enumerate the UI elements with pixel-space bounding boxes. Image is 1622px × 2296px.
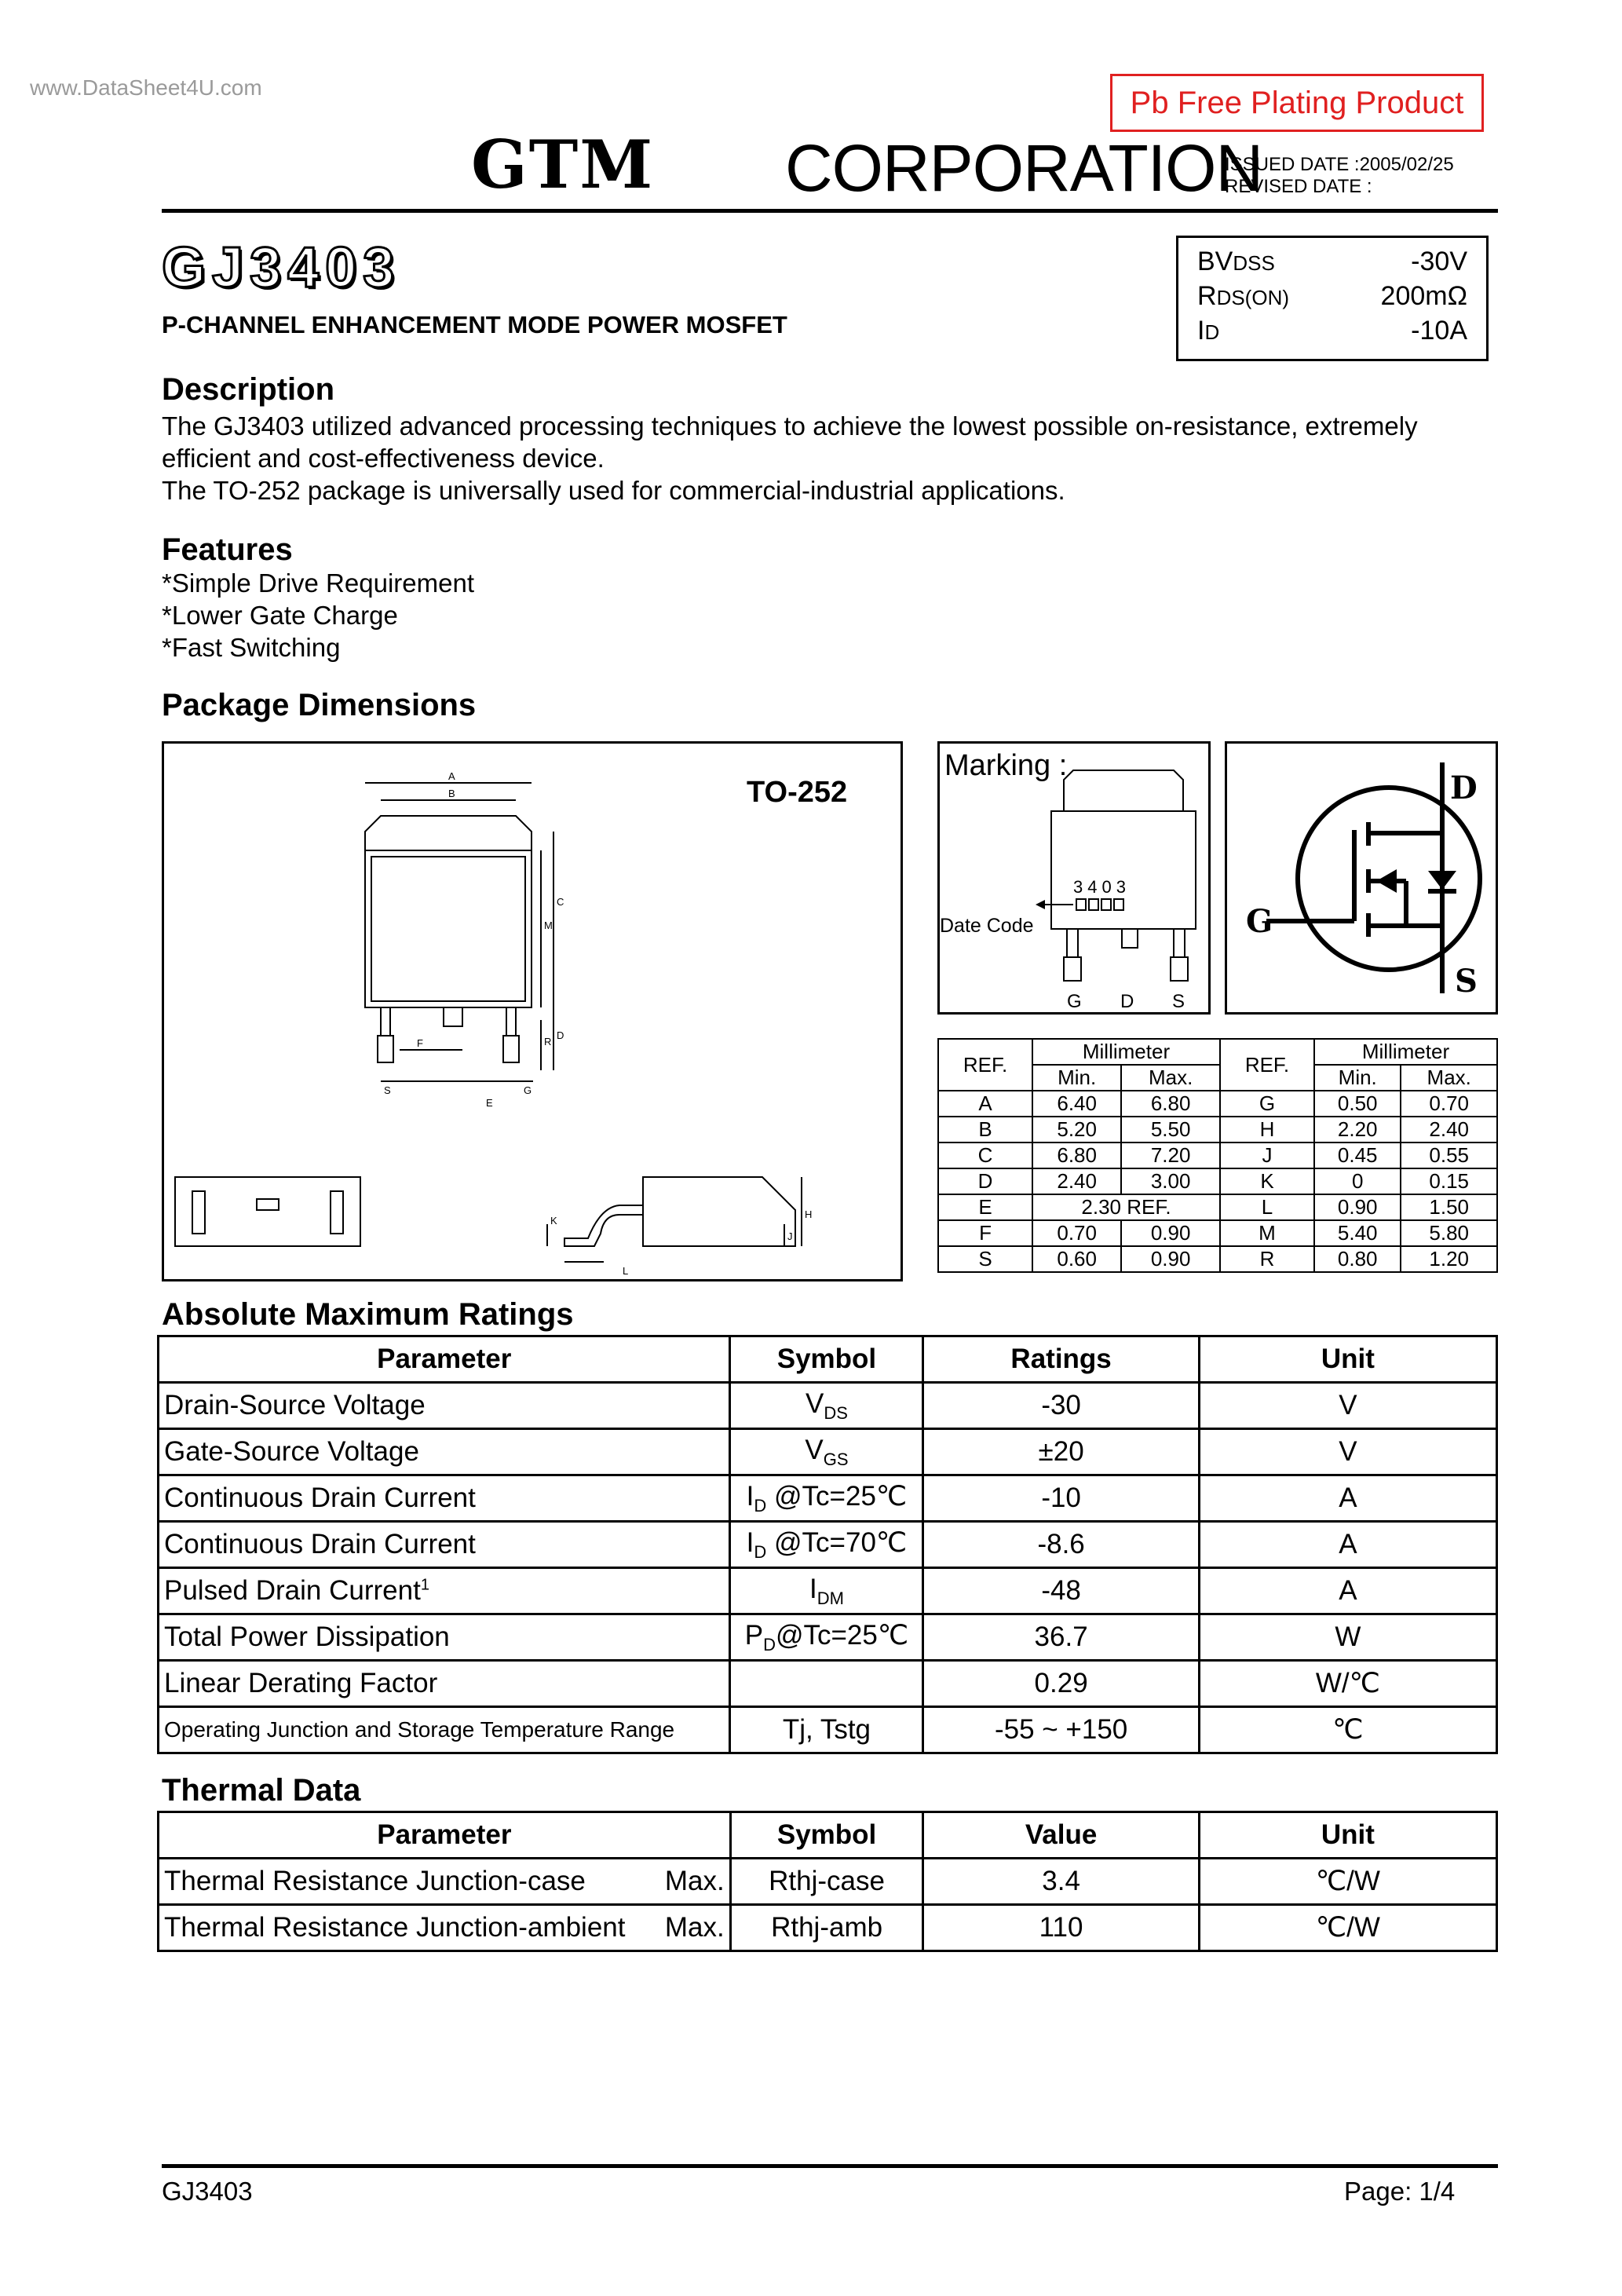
dim-label-g: G xyxy=(524,1084,532,1096)
package-name: TO-252 xyxy=(747,776,848,809)
table-row: A 6.40 6.80 G 0.50 0.70 xyxy=(938,1091,1497,1117)
marking-diagram xyxy=(937,741,1211,1015)
table-row: Thermal Resistance Junction-case Max. Rthj-case 3.4 ℃/W xyxy=(159,1859,1497,1905)
date-code-label: Date Code xyxy=(940,915,1034,937)
pin-label-d: D xyxy=(1120,991,1134,1012)
issue-dates xyxy=(1225,154,1454,198)
header-rule xyxy=(162,209,1498,213)
dim-label-b: B xyxy=(448,788,455,799)
dim-label-f: F xyxy=(417,1037,423,1049)
device-subtitle: P-CHANNEL ENHANCEMENT MODE POWER MOSFET xyxy=(162,311,787,338)
dim-label-d: D xyxy=(557,1029,564,1041)
table-row: F 0.70 0.90 M 5.40 5.80 xyxy=(938,1220,1497,1246)
watermark: www.DataSheet4U.com xyxy=(30,75,262,100)
dim-label-e: E xyxy=(486,1097,493,1109)
feature-item: *Simple Drive Requirement xyxy=(162,569,474,598)
dim-label-s: S xyxy=(384,1084,391,1096)
dim-label-c: C xyxy=(557,896,564,908)
table-row: Continuous Drain Current $I_D$ @Tc=70℃ -8.6 A xyxy=(159,1522,1497,1568)
dim-label-r: R xyxy=(544,1036,552,1047)
package-drawing xyxy=(162,741,903,1281)
brand-logo: GTM xyxy=(471,126,655,203)
features-list xyxy=(162,567,474,664)
revised-date: REVISED DATE : xyxy=(1225,176,1372,197)
footer-part: GJ3403 xyxy=(162,2177,253,2206)
part-number: GJ3403 xyxy=(162,236,401,299)
abs-max-heading: Absolute Maximum Ratings xyxy=(162,1297,574,1332)
table-row: Total Power Dissipation $P_D@Tc=25℃$ 36.7 W xyxy=(159,1614,1497,1661)
table-row: D 2.40 3.00 K 0 0.15 xyxy=(938,1168,1497,1194)
thermal-table: Parameter Symbol Value Unit Thermal Resistance Junction-case Max. Rthj-case 3.4 ℃/W Thermal Resistance Junction-ambient Max. Rthj-amb 110 ℃/W xyxy=(157,1811,1498,1952)
table-row: Gate-Source Voltage $V_{GS}$ ±20 V xyxy=(159,1429,1497,1475)
package-heading: Package Dimensions xyxy=(162,688,477,722)
description-text: The GJ3403 utilized advanced processing techniques to achieve the lowest possible on-resistance, extremely efficient and cost-effectiveness device. The TO-252 package is universally used for commercial-industrial applications. xyxy=(162,411,1418,505)
dim-label-m: M xyxy=(544,919,553,931)
features-heading: Features xyxy=(162,532,293,567)
footer-rule xyxy=(162,2164,1498,2168)
drain-label: D xyxy=(1450,770,1478,806)
source-label: S xyxy=(1455,963,1478,1000)
key-spec-box xyxy=(1176,236,1489,361)
pin-label-g: G xyxy=(1067,991,1082,1012)
marking-title: Marking : xyxy=(944,749,1068,782)
dimension-table: REF. Millimeter REF. Millimeter Min. Max. Min. Max. A 6.40 6.80 G 0.50 0.70 B 5.20 5.50 H 2.20 2.40 C 6.80 7.20 J 0.45 0.55 D 2.40 3.00 K 0 0.15 E 2.30 REF. L 0.90 1.50 F 0.70 0.90 M 5.40 5.80 S 0.60 0.90 R 0.80 1.20 xyxy=(937,1038,1498,1273)
corporation-title: CORPORATION xyxy=(785,131,1263,205)
table-row: E 2.30 REF. L 0.90 1.50 xyxy=(938,1194,1497,1220)
table-row: Operating Junction and Storage Temperature Range Tj, Tstg -55 ~ +150 ℃ xyxy=(159,1707,1497,1753)
spec-row: BVDSS -30V xyxy=(1197,246,1467,276)
feature-item: *Fast Switching xyxy=(162,633,341,662)
table-row: Drain-Source Voltage $V_{DS}$ -30 V xyxy=(159,1383,1497,1429)
gate-label: G xyxy=(1246,903,1273,940)
spec-row: ID -10A xyxy=(1197,315,1467,345)
feature-item: *Lower Gate Charge xyxy=(162,601,398,630)
pb-free-badge: Pb Free Plating Product xyxy=(1110,74,1484,132)
dim-label-l: L xyxy=(623,1265,629,1277)
table-row: S 0.60 0.90 R 0.80 1.20 xyxy=(938,1246,1497,1272)
dim-label-a: A xyxy=(448,770,455,782)
table-row: C 6.80 7.20 J 0.45 0.55 xyxy=(938,1143,1497,1168)
thermal-heading: Thermal Data xyxy=(162,1773,361,1808)
marking-code: 3403 xyxy=(1073,877,1131,897)
dim-label-k: K xyxy=(550,1215,557,1227)
table-row: Thermal Resistance Junction-ambient Max. Rthj-amb 110 ℃/W xyxy=(159,1905,1497,1951)
table-row: Linear Derating Factor 0.29 W/℃ xyxy=(159,1661,1497,1707)
dim-label-j: J xyxy=(787,1230,793,1242)
mosfet-symbol xyxy=(1225,741,1498,1015)
table-row: Pulsed Drain Current$^1$ $I_{DM}$ -48 A xyxy=(159,1568,1497,1614)
table-row: Continuous Drain Current $I_D$ @Tc=25℃ -10 A xyxy=(159,1475,1497,1522)
spec-row: RDS(ON) 200mΩ xyxy=(1197,280,1467,311)
issued-date: ISSUED DATE :2005/02/25 xyxy=(1225,154,1454,175)
table-row: B 5.20 5.50 H 2.20 2.40 xyxy=(938,1117,1497,1143)
description-heading: Description xyxy=(162,372,335,407)
dim-label-h: H xyxy=(805,1208,813,1220)
page-number: Page: 1/4 xyxy=(1344,2177,1456,2206)
abs-max-table: Parameter Symbol Ratings Unit Drain-Source Voltage $V_{DS}$ -30 V Gate-Source Voltage $V_{GS}$ ±20 V Continuous Drain Current $I_D$ @Tc=25℃ -10 A Continuous Drain Current $I_D$ @Tc=70℃ -8.6 A Pulsed Drain Current$^1$ $I_{DM}$ -48 A Total Power Dissipation $P_D@Tc=25℃$ 36.7 W Linear Derating Factor 0.29 W/℃ Operating Junction and Storage Temperature Range Tj, Tstg -55 ~ +150 ℃ xyxy=(157,1335,1498,1754)
pin-label-s: S xyxy=(1172,991,1185,1012)
